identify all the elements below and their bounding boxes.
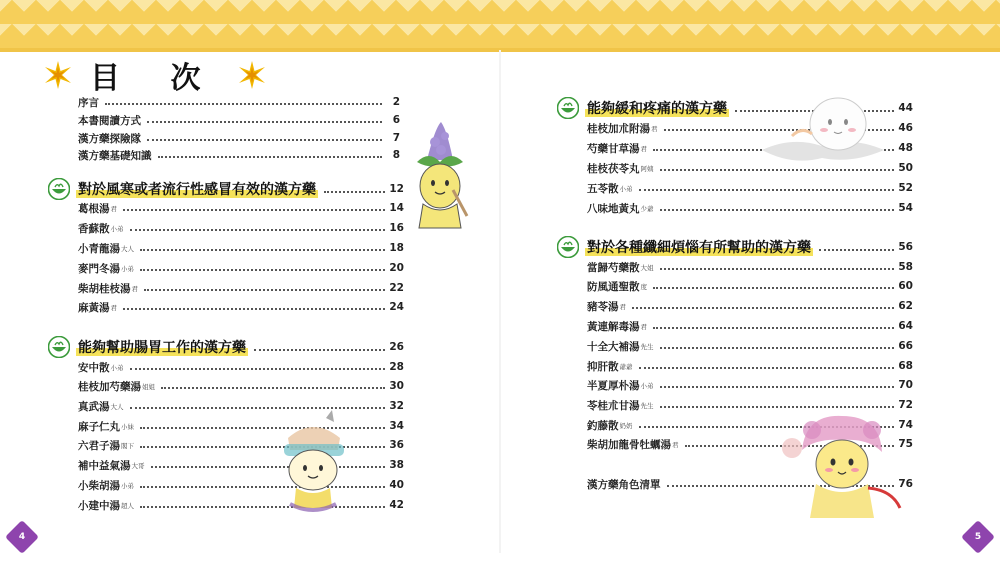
entry-page: 8: [392, 149, 400, 161]
entry-page: 24: [389, 301, 404, 313]
entry-page: 2: [392, 96, 400, 108]
heading-page: 44: [898, 102, 913, 114]
entry-suffix: 君: [619, 302, 626, 311]
entry-label: 柴胡加龍骨牡蠣湯: [587, 438, 671, 451]
entry-suffix: 奶奶: [619, 421, 633, 430]
entry-label: 柴胡桂枝湯: [78, 282, 131, 295]
dot-leader: [158, 156, 383, 158]
entry-suffix: 小弟: [619, 184, 633, 193]
entry-label: 漢方藥探險隊: [78, 132, 141, 145]
entry-page: 38: [389, 459, 404, 471]
entry-label: 小建中湯: [78, 499, 120, 512]
entry-suffix: 小弟: [110, 224, 124, 233]
entry-suffix: 先生: [640, 401, 654, 410]
entry-page: 64: [898, 320, 913, 332]
toc-entry[interactable]: [78, 220, 404, 236]
section-heading[interactable]: [48, 176, 404, 202]
page-number: 5: [974, 532, 982, 542]
entry-suffix: 度: [640, 282, 647, 291]
entry-page: 76: [898, 478, 913, 490]
section-heading[interactable]: [557, 234, 913, 260]
page-number: 4: [18, 532, 26, 542]
herb-bowl-icon: [48, 178, 70, 200]
entry-suffix: 君: [651, 124, 658, 133]
entry-label: 補中益氣湯: [78, 459, 131, 472]
entry-suffix: 小弟: [121, 264, 134, 273]
entry-page: 22: [389, 282, 404, 294]
entry-page: 74: [898, 419, 913, 431]
entry-suffix: 閣下: [121, 441, 134, 450]
dot-leader: [140, 269, 385, 271]
entry-page: 32: [389, 400, 404, 412]
entry-page: 62: [898, 300, 913, 312]
title-text: 目 次: [90, 61, 221, 96]
dot-leader: [324, 191, 385, 193]
dot-leader: [660, 386, 895, 388]
entry-suffix: 大姐: [640, 263, 654, 272]
heading-page: 26: [389, 341, 404, 353]
entry-suffix: 爺爺: [619, 362, 633, 371]
dot-leader: [105, 103, 382, 105]
heading-text: 對於各種纖細煩惱有所幫助的漢方藥: [585, 237, 813, 257]
entry-suffix: 君: [110, 303, 117, 312]
entry-page: 42: [389, 499, 404, 511]
ginseng-character-illustration: [268, 408, 358, 520]
entry-suffix: 君: [110, 204, 117, 213]
entry-label: 芍藥甘草湯: [587, 142, 640, 155]
page-number-badge: [961, 520, 995, 554]
toc-entry[interactable]: [78, 240, 404, 256]
entry-page: 75: [898, 438, 913, 450]
sparkle-icon: [44, 61, 72, 89]
toc-entry[interactable]: [587, 318, 913, 334]
entry-label: 麻黃湯: [78, 301, 110, 314]
heading-text: 能夠緩和疼痛的漢方藥: [585, 98, 729, 118]
white-character-illustration: [752, 86, 892, 174]
entry-label: 漢方藥基礎知識: [78, 149, 152, 162]
entry-suffix: 大人: [110, 402, 124, 411]
entry-label: 豬苓湯: [587, 300, 619, 313]
toc-entry[interactable]: [78, 147, 400, 163]
toc-entry[interactable]: [78, 260, 404, 276]
toc-entry[interactable]: [587, 180, 913, 196]
entry-page: 50: [898, 162, 913, 174]
dot-leader: [660, 268, 895, 270]
dot-leader: [819, 249, 894, 251]
entry-page: 14: [389, 202, 404, 214]
heading-text: 對於風寒或者流行性感冒有效的漢方藥: [76, 179, 318, 199]
entry-label: 六君子湯: [78, 439, 120, 452]
entry-page: 16: [389, 222, 404, 234]
entry-page: 28: [389, 361, 404, 373]
entry-label: 本書閱讀方式: [78, 114, 141, 127]
entry-label: 五苓散: [587, 182, 619, 195]
toc-entry[interactable]: [587, 200, 913, 216]
book-spine: [499, 50, 501, 553]
entry-label: 苓桂朮甘湯: [587, 399, 640, 412]
dot-leader: [660, 347, 895, 349]
herb-bowl-icon: [48, 336, 70, 358]
herb-bowl-icon: [557, 236, 579, 258]
toc-entry[interactable]: [78, 359, 404, 375]
dot-leader: [639, 367, 895, 369]
dot-leader: [653, 287, 894, 289]
entry-label: 漢方藥角色清單: [587, 478, 661, 491]
entry-suffix: 君: [640, 322, 647, 331]
sparkle-icon: [238, 61, 266, 89]
toc-entry[interactable]: [78, 299, 404, 315]
entry-label: 桂枝加朮附湯: [587, 122, 650, 135]
heading-text: 能夠幫助腸胃工作的漢方藥: [76, 337, 248, 357]
entry-label: 半夏厚朴湯: [587, 379, 640, 392]
dot-leader: [161, 387, 385, 389]
entry-label: 抑肝散: [587, 360, 619, 373]
toc-entry[interactable]: [78, 94, 400, 110]
entry-suffix: 君: [640, 144, 647, 153]
toc-entry[interactable]: [78, 378, 404, 394]
entry-suffix: 大人: [121, 244, 134, 253]
entry-label: 桂枝茯苓丸: [587, 162, 640, 175]
entry-suffix: 姐姐: [142, 382, 155, 391]
entry-label: 葛根湯: [78, 202, 110, 215]
herb-character-illustration: [405, 120, 475, 235]
entry-page: 46: [898, 122, 913, 134]
toc-entry[interactable]: [587, 278, 913, 294]
entry-page: 60: [898, 280, 913, 292]
dot-leader: [140, 249, 385, 251]
dot-leader: [147, 121, 382, 123]
toc-entry[interactable]: [78, 130, 400, 146]
entry-label: 八味地黃丸: [587, 202, 640, 215]
herb-bowl-icon: [557, 97, 579, 119]
entry-label: 序言: [78, 96, 99, 109]
dot-leader: [130, 368, 386, 370]
entry-page: 68: [898, 360, 913, 372]
dot-leader: [653, 327, 894, 329]
entry-label: 釣藤散: [587, 419, 619, 432]
toc-entry[interactable]: [78, 200, 404, 216]
heading-page: 56: [898, 241, 913, 253]
toc-entry[interactable]: [587, 298, 913, 314]
entry-suffix: 阿姨: [640, 164, 654, 173]
toc-entry[interactable]: [587, 358, 913, 374]
page-title: [44, 55, 266, 95]
entry-suffix: 小妹: [121, 422, 134, 431]
entry-label: 香蘇散: [78, 222, 110, 235]
entry-label: 十全大補湯: [587, 340, 640, 353]
entry-label: 麻子仁丸: [78, 420, 120, 433]
entry-page: 72: [898, 399, 913, 411]
entry-page: 54: [898, 202, 913, 214]
top-pattern-band: [0, 0, 1000, 50]
entry-label: 小柴胡湯: [78, 479, 120, 492]
entry-suffix: 超人: [121, 501, 134, 510]
dot-leader: [660, 209, 895, 211]
entry-label: 黃連解毒湯: [587, 320, 640, 333]
entry-suffix: 小弟: [640, 381, 654, 390]
entry-label: 當歸芍藥散: [587, 261, 640, 274]
entry-suffix: 先生: [640, 342, 654, 351]
entry-page: 18: [389, 242, 404, 254]
entry-label: 防風通聖散: [587, 280, 640, 293]
dot-leader: [123, 308, 385, 310]
entry-page: 6: [392, 114, 400, 126]
entry-label: 小青龍湯: [78, 242, 120, 255]
entry-page: 20: [389, 262, 404, 274]
section-heading[interactable]: [48, 334, 404, 360]
dot-leader: [123, 209, 385, 211]
entry-page: 7: [392, 132, 400, 144]
entry-label: 麥門冬湯: [78, 262, 120, 275]
entry-page: 52: [898, 182, 913, 194]
entry-suffix: 君: [131, 284, 138, 293]
toc-entry[interactable]: [587, 338, 913, 354]
entry-suffix: 小弟: [121, 481, 134, 490]
toc-entry[interactable]: [78, 112, 400, 128]
toc-entry[interactable]: [587, 259, 913, 275]
pink-character-illustration: [772, 408, 907, 523]
entry-page: 58: [898, 261, 913, 273]
entry-suffix: 少爺: [640, 204, 654, 213]
entry-label: 真武湯: [78, 400, 110, 413]
entry-suffix: 小弟: [110, 363, 124, 372]
page-number-badge: [5, 520, 39, 554]
dot-leader: [147, 139, 382, 141]
entry-page: 36: [389, 439, 404, 451]
entry-suffix: 大哥: [131, 461, 145, 470]
entry-page: 66: [898, 340, 913, 352]
entry-page: 34: [389, 420, 404, 432]
dot-leader: [632, 307, 894, 309]
toc-entry[interactable]: [587, 377, 913, 393]
entry-label: 桂枝加芍藥湯: [78, 380, 141, 393]
entry-page: 40: [389, 479, 404, 491]
dot-leader: [254, 349, 385, 351]
entry-page: 30: [389, 380, 404, 392]
toc-entry[interactable]: [78, 280, 404, 296]
entry-page: 48: [898, 142, 913, 154]
entry-label: 安中散: [78, 361, 110, 374]
entry-page: 70: [898, 379, 913, 391]
dot-leader: [130, 229, 386, 231]
heading-page: 12: [389, 183, 404, 195]
entry-suffix: 君: [672, 440, 679, 449]
dot-leader: [144, 289, 385, 291]
dot-leader: [639, 189, 895, 191]
